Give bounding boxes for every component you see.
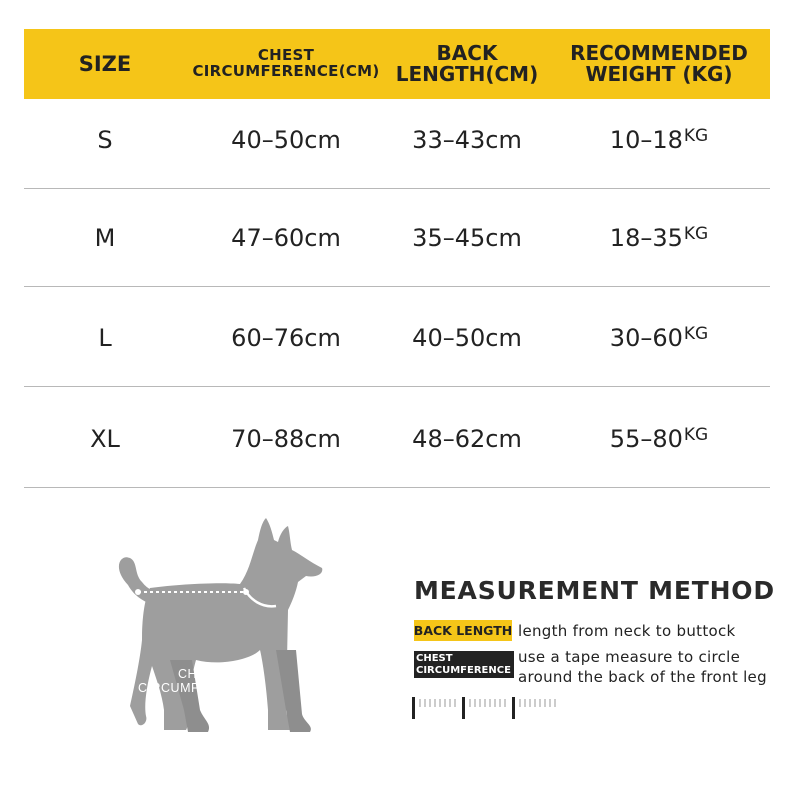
header-chest-line2: CIRCUMFERENCE(CM) (192, 62, 380, 80)
header-size-label: SIZE (78, 51, 132, 76)
size-cell: S (97, 126, 113, 154)
table-row (24, 390, 770, 488)
weight-unit: KG (683, 224, 709, 244)
long-back-start-dot (135, 589, 141, 595)
weight-value: 18–35 (609, 224, 683, 252)
chest-cell: 47–60cm (231, 224, 341, 252)
header-weight-line2: WEIGHT (KG) (585, 62, 733, 86)
weight-value: 55–80 (609, 425, 683, 453)
long-back-label: LONG BACK (154, 566, 233, 580)
header-size (24, 29, 186, 99)
back-cell: 33–43cm (412, 126, 522, 154)
back-length-tag: BACK LENGTH (414, 620, 512, 641)
weight-cell (548, 390, 770, 488)
weight-unit: KG (683, 324, 709, 344)
chest-tag-line2: CIRCUMFERENCE (416, 664, 511, 676)
weight-cell (548, 189, 770, 287)
chest-desc-line2: around the back of the front leg (518, 668, 767, 686)
row-divider (24, 487, 770, 488)
row-divider (24, 286, 770, 287)
chest-label-line1: CHEST (178, 667, 223, 681)
chest-tag-line1: CHEST (416, 652, 453, 664)
size-cell: L (98, 324, 112, 352)
header-chest (186, 29, 386, 99)
chest-circumference-description (518, 647, 767, 687)
chest-circumference-tag (414, 651, 514, 678)
back-cell: 35–45cm (412, 224, 522, 252)
back-cell: 40–50cm (412, 324, 522, 352)
header-weight (548, 29, 770, 99)
back-cell: 48–62cm (412, 425, 522, 453)
weight-unit: KG (683, 425, 709, 445)
long-back-end-dot (243, 589, 249, 595)
weight-cell (548, 91, 770, 189)
weight-unit: KG (683, 126, 709, 146)
weight-cell (548, 289, 770, 387)
header-chest-line1: CHEST (257, 46, 315, 65)
table-header (24, 29, 770, 99)
header-weight-line1: RECOMMENDED (570, 41, 748, 65)
table-row (24, 189, 770, 287)
row-divider (24, 386, 770, 387)
back-length-description: length from neck to buttock (518, 622, 736, 640)
header-back-line1: BACK (436, 41, 498, 65)
table-row (24, 289, 770, 387)
chest-cell: 60–76cm (231, 324, 341, 352)
chest-cell: 70–88cm (231, 425, 341, 453)
measurement-method-title: MEASUREMENT METHOD (414, 576, 775, 605)
chest-label-line2: CIRCUMFERENCE (138, 681, 255, 695)
weight-value: 10–18 (609, 126, 683, 154)
table-row (24, 91, 770, 189)
size-cell: XL (90, 425, 120, 453)
dog-silhouette-illustration (100, 510, 380, 750)
chest-cell: 40–50cm (231, 126, 341, 154)
tape-measure-icon (410, 695, 560, 725)
weight-value: 30–60 (609, 324, 683, 352)
size-cell: M (94, 224, 116, 252)
chest-desc-line1: use a tape measure to circle (518, 648, 741, 666)
header-back-line2: LENGTH(CM) (395, 62, 539, 86)
header-back (386, 29, 548, 99)
dog-body (119, 518, 322, 732)
